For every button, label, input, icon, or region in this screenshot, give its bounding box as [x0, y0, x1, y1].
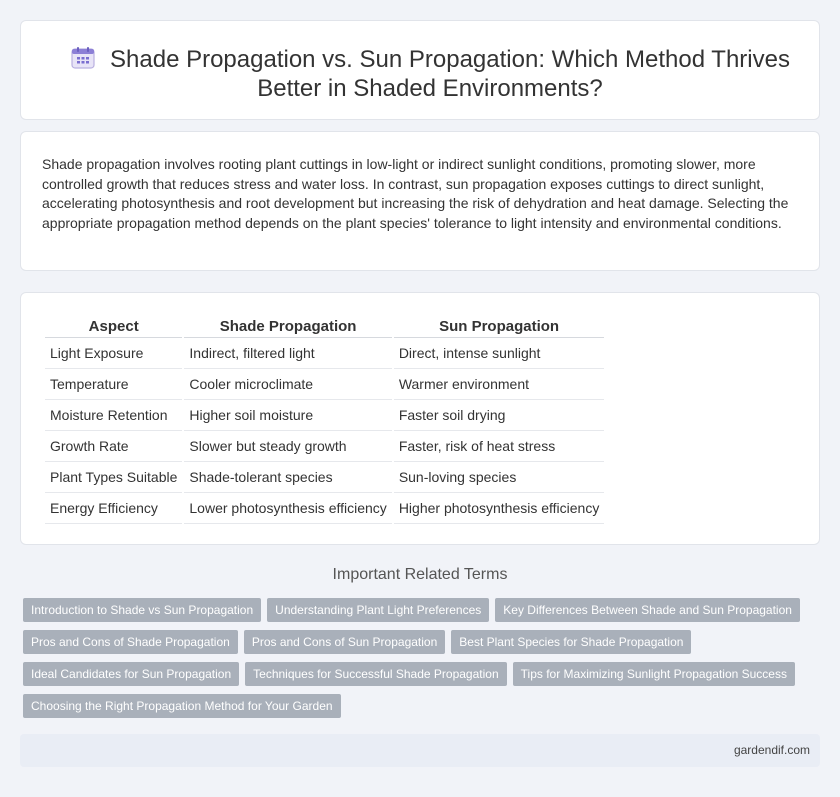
table-cell: Higher soil moisture	[184, 400, 391, 431]
related-term-link[interactable]: Pros and Cons of Sun Propagation	[244, 630, 445, 654]
table-cell: Sun-loving species	[394, 462, 605, 493]
column-header-aspect: Aspect	[45, 314, 182, 338]
table-row	[45, 493, 604, 524]
related-term-link[interactable]: Introduction to Shade vs Sun Propagation	[23, 598, 261, 622]
table-cell: Slower but steady growth	[184, 431, 391, 462]
table-cell: Growth Rate	[45, 431, 182, 462]
table-cell: Energy Efficiency	[45, 493, 182, 524]
table-cell: Faster, risk of heat stress	[394, 431, 605, 462]
table-cell: Moisture Retention	[45, 400, 182, 431]
table-row	[45, 462, 604, 493]
related-terms-list	[23, 598, 803, 718]
table-row	[45, 369, 604, 400]
table-row	[45, 431, 604, 462]
table-cell: Temperature	[45, 369, 182, 400]
related-term-link[interactable]: Choosing the Right Propagation Method for Your Garden	[23, 694, 341, 718]
header-card	[20, 20, 820, 120]
table-cell: Warmer environment	[394, 369, 605, 400]
comparison-table	[43, 314, 606, 524]
intro-card	[20, 131, 820, 271]
table-cell: Cooler microclimate	[184, 369, 391, 400]
related-term-link[interactable]: Techniques for Successful Shade Propagation	[245, 662, 507, 686]
footer-site-name: gardendif.com	[733, 743, 810, 757]
table-cell: Shade-tolerant species	[184, 462, 391, 493]
table-cell: Indirect, filtered light	[184, 338, 391, 369]
table-cell: Lower photosynthesis efficiency	[184, 493, 391, 524]
related-term-link[interactable]: Ideal Candidates for Sun Propagation	[23, 662, 239, 686]
footer	[20, 734, 820, 767]
page-title-wrap	[61, 45, 799, 103]
table-row	[45, 400, 604, 431]
related-term-link[interactable]: Pros and Cons of Shade Propagation	[23, 630, 238, 654]
intro-paragraph: Shade propagation involves rooting plant cuttings in low-light or indirect sunlight conditions, promoting slower, more controlled growth that reduces stress and water loss. In contrast, sun propagation exposes cuttings to direct sunlight, accelerating photosynthesis and root development but increasing the risk of dehydration and heat damage. Selecting the appropriate propagation method depends on the plant species' tolerance to light intensity and environmental conditions.	[42, 156, 789, 231]
column-header-sun: Sun Propagation	[394, 314, 605, 338]
table-cell: Light Exposure	[45, 338, 182, 369]
table-cell: Plant Types Suitable	[45, 462, 182, 493]
related-term-link[interactable]: Tips for Maximizing Sunlight Propagation Success	[513, 662, 795, 686]
calendar-icon	[70, 46, 96, 70]
table-cell: Direct, intense sunlight	[394, 338, 605, 369]
related-term-link[interactable]: Best Plant Species for Shade Propagation	[451, 630, 691, 654]
table-row	[45, 338, 604, 369]
page-title: Shade Propagation vs. Sun Propagation: Which Method Thrives Better in Shaded Environments?	[110, 46, 790, 102]
table-header-row	[45, 314, 604, 338]
table-cell: Higher photosynthesis efficiency	[394, 493, 605, 524]
table-cell: Faster soil drying	[394, 400, 605, 431]
related-terms-title: Important Related Terms	[332, 566, 508, 583]
related-term-link[interactable]: Key Differences Between Shade and Sun Propagation	[495, 598, 800, 622]
comparison-card	[20, 292, 820, 545]
related-term-link[interactable]: Understanding Plant Light Preferences	[267, 598, 489, 622]
column-header-shade: Shade Propagation	[184, 314, 391, 338]
